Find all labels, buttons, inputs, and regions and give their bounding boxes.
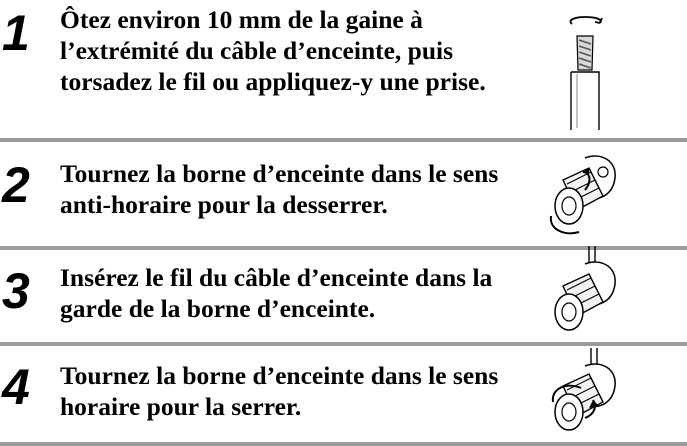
step-4 [0, 346, 687, 442]
step-text: Tournez la borne d’enceinte dans le sens anti-horaire pour la desserrer. [60, 159, 499, 219]
step-number: 4 [2, 359, 30, 415]
step-number: 2 [2, 157, 30, 213]
step-number: 3 [2, 263, 30, 319]
terminal-tighten-icon [545, 348, 625, 438]
step-text: Ôtez environ 10 mm de la gaine à l’extrémité du câble d’enceinte, puis torsadez le fil ou appliquez-y une prise. [60, 5, 486, 96]
terminal-loosen-icon [545, 150, 623, 238]
step-text: Tournez la borne d’enceinte dans le sens horaire pour la serrer. [60, 361, 499, 421]
step-number: 1 [2, 5, 30, 61]
terminal-insert-wire-icon [545, 246, 623, 342]
step-1 [0, 0, 687, 138]
stripped-cable-icon [555, 14, 615, 134]
step-3 [0, 250, 687, 342]
step-separator [0, 442, 687, 446]
step-2 [0, 142, 687, 246]
step-text: Insérez le fil du câble d’enceinte dans la garde de la borne d’enceinte. [60, 263, 493, 323]
